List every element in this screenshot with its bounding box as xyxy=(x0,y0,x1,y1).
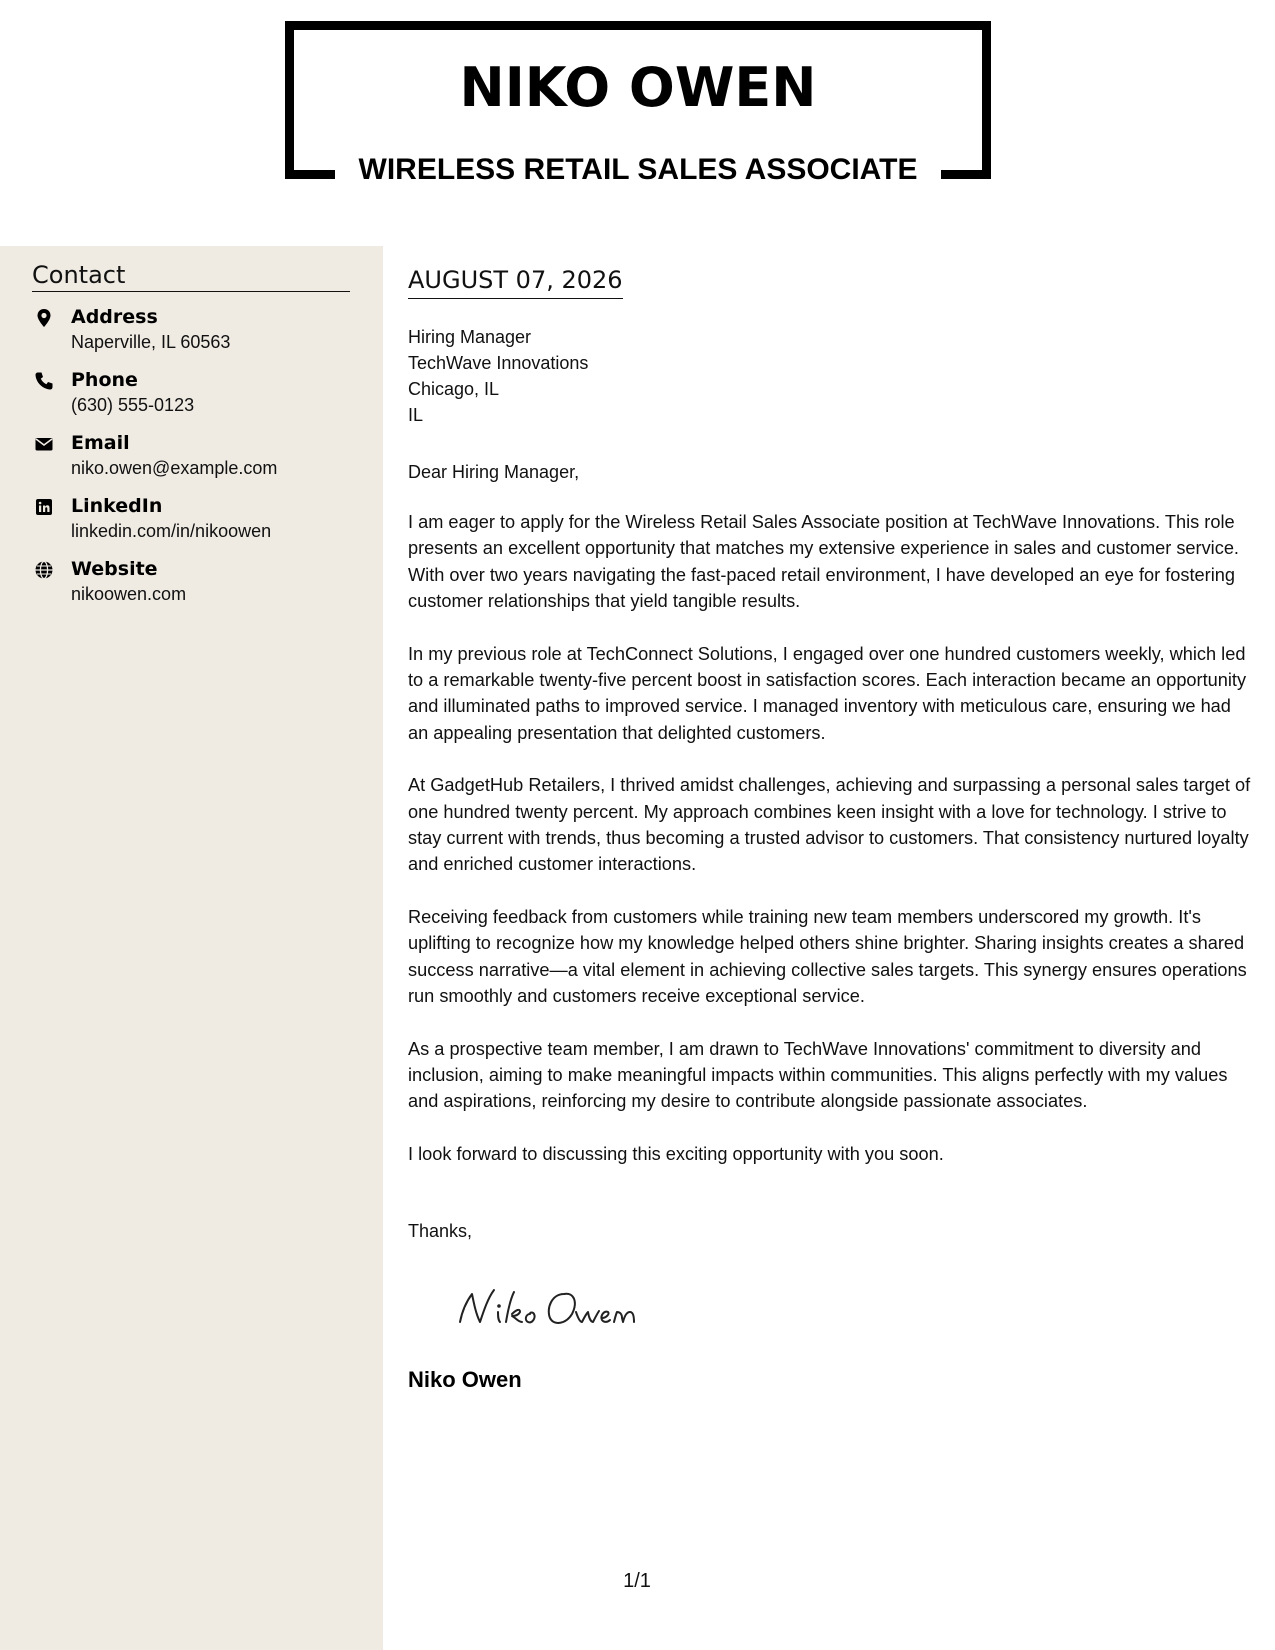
contact-value: (630) 555-0123 xyxy=(71,395,195,415)
job-title: WIRELESS RETAIL SALES ASSOCIATE xyxy=(358,153,918,186)
recipient-block xyxy=(408,324,588,428)
signer-name: Niko Owen xyxy=(408,1367,522,1392)
recipient-line: IL xyxy=(408,405,424,425)
body-paragraph: Receiving feedback from customers while training new team members underscored my growth. It's uplifting to recognize how my knowledge helped others shine brighter. Sharing insights creates a shared success narrative—a vital element in achieving collective sales targets. This synergy ensures operations run smoothly and customers receive exceptional service. xyxy=(408,906,1247,1007)
linkedin-icon xyxy=(34,497,54,517)
contact-label: Email xyxy=(71,432,130,454)
contact-value: linkedin.com/in/nikoowen xyxy=(71,521,272,541)
contact-item-phone xyxy=(32,369,362,425)
envelope-icon xyxy=(34,434,54,454)
body-paragraph: I am eager to apply for the Wireless Retail Sales Associate position at TechWave Innovations. This role presents an excellent opportunity that matches my extensive experience in sales and customer service. With over two years navigating the fast-paced retail environment, I have developed an eye for fostering customer relationships that yield tangible results. xyxy=(408,512,1239,612)
letter-header xyxy=(0,0,1275,240)
contact-label: Phone xyxy=(71,369,138,391)
contact-value: Naperville, IL 60563 xyxy=(71,332,231,352)
body-paragraph: As a prospective team member, I am drawn to TechWave Innovations' commitment to diversity and inclusion, aiming to make meaningful impacts within communities. This aligns perfectly with my values and aspirations, reinforcing my desire to contribute alongside passionate associates. xyxy=(408,1038,1228,1112)
recipient-line: Chicago, IL xyxy=(408,379,500,399)
body-paragraph: At GadgetHub Retailers, I thrived amidst challenges, achieving and surpassing a personal sales target of one hundred twenty percent. My approach combines keen insight with a love for technology. I strive to stay current with trends, thus becoming a trusted advisor to customers. That consistency nurtured loyalty and enriched customer interactions. xyxy=(408,775,1251,875)
page-number: 1/1 xyxy=(623,1570,651,1592)
letter-body xyxy=(408,509,1253,1193)
globe-icon xyxy=(34,560,54,580)
letter-date: AUGUST 07, 2026 xyxy=(408,266,623,299)
map-pin-icon xyxy=(34,308,54,328)
body-paragraph: In my previous role at TechConnect Solutions, I engaged over one hundred customers weekly, which led to a remarkable twenty-five percent boost in satisfaction scores. Each interaction became an opportunity and illuminated paths to improved service. I managed inventory with meticulous care, ensuring we had an appealing presentation that delighted customers. xyxy=(408,643,1247,743)
contact-item-address xyxy=(32,306,362,362)
applicant-name: NIKO OWEN xyxy=(459,56,817,119)
contact-value: niko.owen@example.com xyxy=(71,458,278,478)
contact-heading: Contact xyxy=(32,261,350,292)
contact-item-email xyxy=(32,432,362,488)
phone-icon xyxy=(34,371,54,391)
recipient-line: TechWave Innovations xyxy=(408,353,589,373)
body-paragraph: I look forward to discussing this exciting opportunity with you soon. xyxy=(408,1143,944,1164)
contact-item-linkedin xyxy=(32,495,362,551)
closing: Thanks, xyxy=(408,1221,473,1241)
header-frame-top xyxy=(285,21,991,30)
contact-label: Website xyxy=(71,558,158,580)
contact-label: LinkedIn xyxy=(71,495,163,517)
contact-value: nikoowen.com xyxy=(71,584,187,604)
contact-label: Address xyxy=(71,306,158,328)
contact-item-website xyxy=(32,558,362,614)
handwritten-signature xyxy=(452,1278,652,1338)
recipient-line: Hiring Manager xyxy=(408,327,532,347)
greeting: Dear Hiring Manager, xyxy=(408,462,580,482)
